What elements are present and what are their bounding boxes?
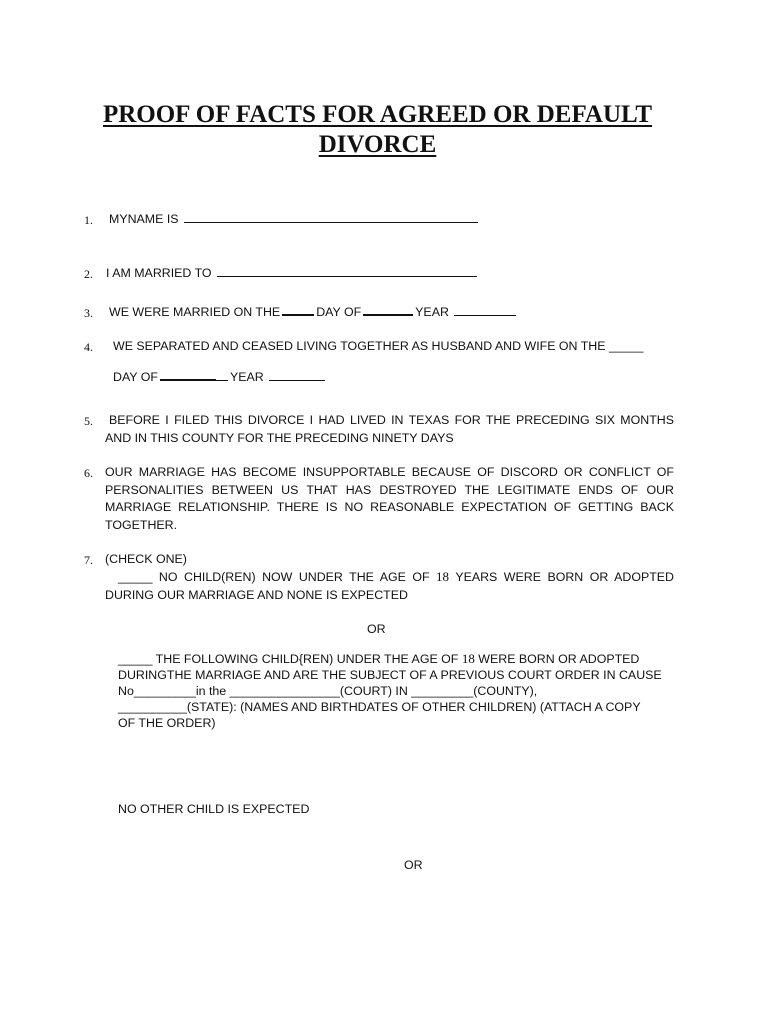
separation-month-blank[interactable] (160, 369, 216, 381)
check-one-label: (CHECK ONE) (105, 552, 187, 566)
item-number-4: 4. (84, 340, 93, 354)
option-no-children (105, 568, 674, 604)
option-following-children-line-2: DURINGTHE MARRIAGE AND ARE THE SUBJECT OF A PREVIOUS COURT ORDER IN CAUSE (118, 668, 662, 682)
item-number-5: 5. (84, 414, 93, 428)
item-number-3: 3. (84, 306, 93, 320)
item-number-1: 1. (84, 213, 93, 227)
item-3-label-c: YEAR (415, 305, 449, 319)
option-following-text-b: WERE BORN OR ADOPTED (478, 652, 640, 666)
option-following-children-line-4: __________(STATE): (NAMES AND BIRTHDATES OF OTHER CHILDREN) (ATTACH A COPY (118, 700, 641, 714)
option-no-children-text-a: _____ NO CHILD(REN) NOW UNDER THE AGE OF (118, 570, 430, 584)
option-following-children (118, 651, 662, 731)
option-following-text-a: _____ THE FOLLOWING CHILD{REN) UNDER THE AGE OF (118, 652, 459, 666)
option-no-children-line-1[interactable] (105, 568, 674, 587)
item-number-6: 6. (84, 466, 93, 480)
item-4-label-c: YEAR (229, 370, 264, 384)
option-no-children-text-b: YEARS WERE BORN OR ADOPTED (455, 570, 674, 584)
item-4-line-1: WE SEPARATED AND CEASED LIVING TOGETHER AS HUSBAND AND WIFE ON THE _____ (113, 339, 644, 353)
separation-month-blank-tail (216, 370, 228, 381)
name-blank[interactable] (184, 212, 478, 223)
item-6-line-2: PERSONALITIES BETWEEN US THAT HAS DESTROYED THE LEGITIMATE ENDS OF OUR (105, 482, 674, 497)
item-4-label-b: DAY OF (113, 370, 158, 384)
item-6-line-4: TOGETHER. (105, 517, 178, 532)
spouse-name-blank[interactable] (217, 266, 477, 277)
item-2 (106, 265, 479, 282)
option-following-children-line-1[interactable] (118, 651, 662, 667)
item-5-line-1: BEFORE I FILED THIS DIVORCE I HAD LIVED IN TEXAS FOR THE PRECEDING SIX MONTHS (109, 413, 674, 427)
document-title: PROOF OF FACTS FOR AGREED OR DEFAULT DIVORCE (102, 101, 653, 158)
marriage-day-blank[interactable] (282, 304, 314, 316)
age-value: 18 (436, 569, 450, 584)
marriage-month-blank[interactable] (363, 304, 413, 316)
item-6 (105, 464, 674, 534)
item-6-line-3: MARRIAGE RELATIONSHIP. THERE IS NO REASONABLE EXPECTATION OF GETTING BACK (105, 500, 674, 514)
age-value-2: 18 (461, 651, 475, 666)
option-no-children-line-2: DURING OUR MARRIAGE AND NONE IS EXPECTED (105, 587, 408, 602)
item-number-2: 2. (84, 267, 93, 281)
or-separator-1: OR (367, 622, 386, 636)
item-3 (109, 304, 518, 321)
or-separator-2: OR (404, 858, 423, 872)
item-3-label-a: WE WERE MARRIED ON THE (109, 305, 281, 319)
item-3-label-b: DAY OF (316, 305, 362, 319)
item-6-line-1: OUR MARRIAGE HAS BECOME INSUPPORTABLE BECAUSE OF DISCORD OR CONFLICT OF (105, 465, 674, 479)
separation-year-blank[interactable] (269, 370, 325, 381)
marriage-year-blank[interactable] (454, 305, 516, 316)
item-1-label: MYNAME IS (109, 212, 179, 226)
item-number-7: 7. (84, 553, 93, 567)
item-1 (109, 211, 480, 228)
option-following-children-line-5: OF THE ORDER) (118, 716, 216, 730)
item-5 (105, 412, 674, 447)
item-5-line-2: AND IN THIS COUNTY FOR THE PRECEDING NINETY DAYS (105, 430, 454, 445)
item-2-label: I AM MARRIED TO (106, 266, 212, 280)
no-other-child-text: NO OTHER CHILD IS EXPECTED (118, 802, 310, 816)
item-4-line-2 (113, 369, 327, 386)
option-following-children-line-3: No_________in the ________________(COURT) IN _________(COUNTY), (118, 684, 538, 698)
